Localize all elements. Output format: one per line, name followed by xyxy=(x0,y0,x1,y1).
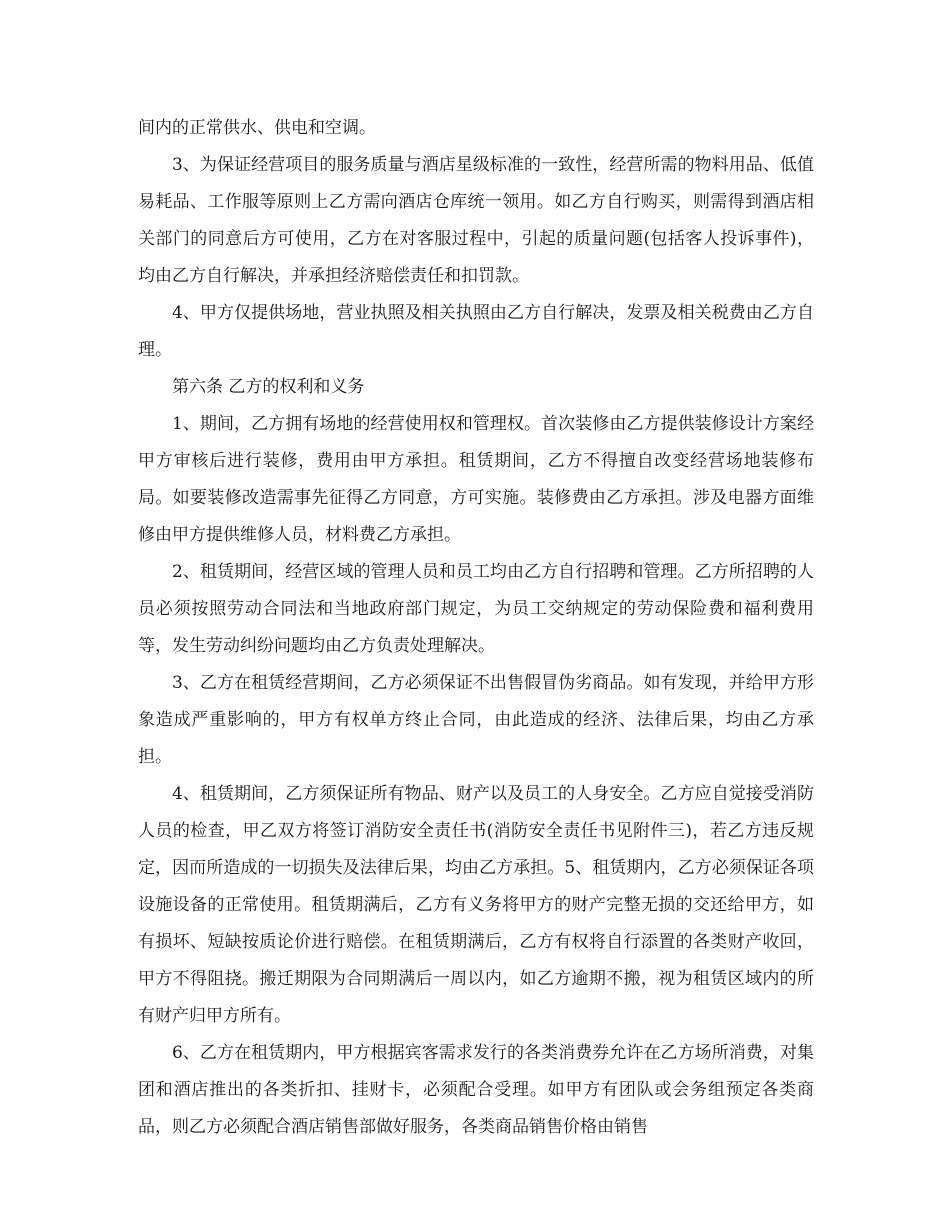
paragraph-2: 3、为保证经营项目的服务质量与酒店星级标准的一致性，经营所需的物料用品、低值易耗品、工作服等原则上乙方需向酒店仓库统一领用。如乙方自行购买，则需得到酒店相关部门的同意后方可使用，乙方在对客服过程中，引起的质量问题(包括客人投诉事件)，均由乙方自行解决，并承担经济赔偿责任和扣罚款。 xyxy=(138,155,814,286)
paragraph-4: 1、期间，乙方拥有场地的经营使用权和管理权。首次装修由乙方提供装修设计方案经甲方审核后进行装修，费用由甲方承担。租赁期间，乙方不得擅自改变经营场地装修布局。如要装修改造需事先征得乙方同意，方可实施。装修费由乙方承担。涉及电器方面维修由甲方提供维修人员，材料费乙方承担。 xyxy=(138,414,814,545)
paragraph-6: 3、乙方在租赁经营期间，乙方必须保证不出售假冒伪劣商品。如有发现，并给甲方形象造成严重影响的，甲方有权单方终止合同，由此造成的经济、法律后果，均由乙方承担。 xyxy=(138,673,814,767)
paragraph-8: 6、乙方在租赁期内，甲方根据宾客需求发行的各类消费券允许在乙方场所消费，对集团和酒店推出的各类折扣、挂财卡，必须配合受理。如甲方有团队或会务组预定各类商品，则乙方必须配合酒店销售部做好服务，各类商品销售价格由销售 xyxy=(138,1043,814,1137)
paragraph-7: 4、租赁期间，乙方须保证所有物品、财产以及员工的人身安全。乙方应自觉接受消防人员的检查，甲乙双方将签订消防安全责任书(消防安全责任书见附件三)，若乙方违反规定，因而所造成的一切损失及法律后果，均由乙方承担。5、租赁期内，乙方必须保证各项设施设备的正常使用。租赁期满后，乙方有义务将甲方的财产完整无损的交还给甲方，如有损坏、短缺按质论价进行赔偿。在租赁期满后，乙方有权将自行添置的各类财产收回，甲方不得阻挠。搬迁期限为合同期满后一周以内，如乙方逾期不搬，视为租赁区域内的所有财产归甲方所有。 xyxy=(138,784,814,1026)
document-page xyxy=(138,110,814,1146)
paragraph-5: 2、租赁期间，经营区域的管理人员和员工均由乙方自行招聘和管理。乙方所招聘的人员必须按照劳动合同法和当地政府部门规定，为员工交纳规定的劳动保险费和福利费用等，发生劳动纠纷问题均由乙方负责处理解决。 xyxy=(138,562,814,656)
paragraph-3: 4、甲方仅提供场地，营业执照及相关执照由乙方自行解决，发票及相关税费由乙方自理。 xyxy=(138,303,814,360)
section-heading: 第六条 乙方的权利和义务 xyxy=(172,377,365,397)
paragraph-1: 间内的正常供水、供电和空调。 xyxy=(138,118,376,138)
